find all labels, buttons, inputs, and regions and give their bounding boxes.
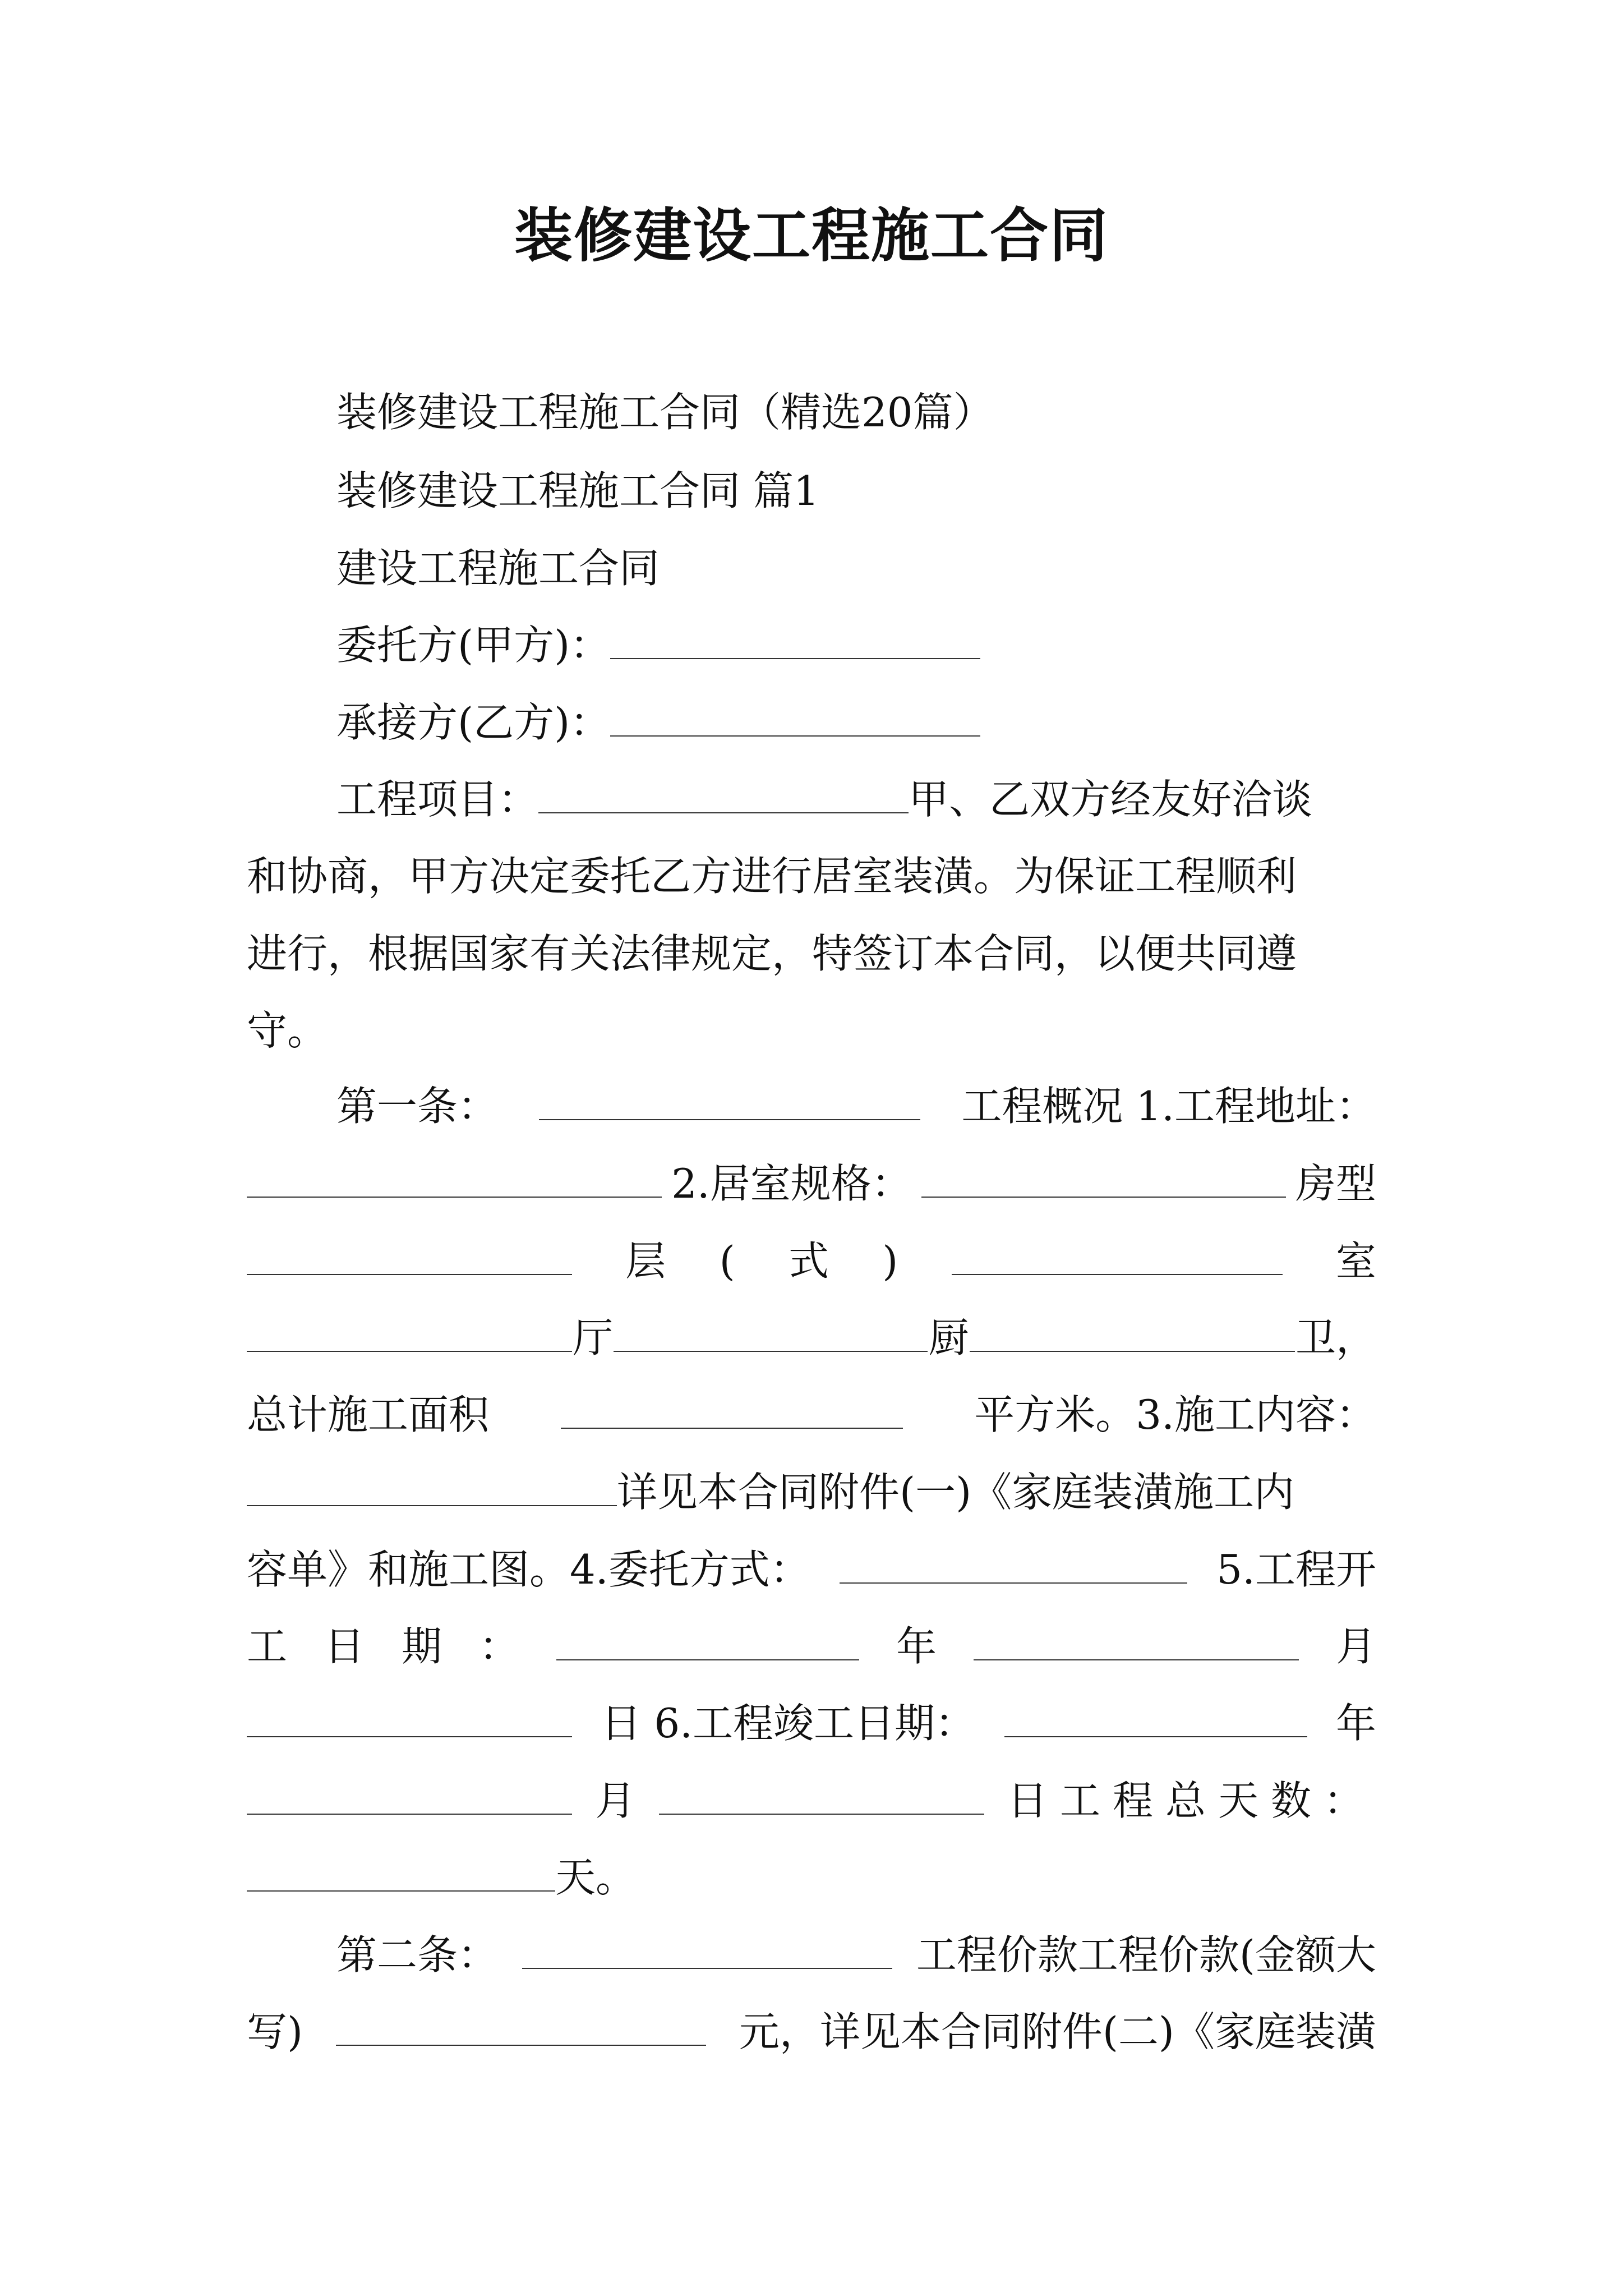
address-blank[interactable] [247,1157,662,1198]
text-line [336,1927,1376,1983]
text-line [247,1773,1376,1829]
text-segment: 平方米。3.施工内容： [974,1391,1376,1438]
text-segment: 月 [1335,1623,1376,1670]
floor-blank[interactable] [247,1235,572,1275]
text-segment: 元，详见本合同附件(二)《家庭装潢 [739,2008,1376,2055]
text-segment: 年 [896,1623,937,1670]
document-title: 装修建设工程施工合同 [514,201,1109,270]
text-segment: 第二条： [336,1931,499,1978]
party-b-label: 承接方(乙方)： [336,699,611,746]
kitchen-blank[interactable] [614,1312,928,1352]
text-segment: 日 [324,1623,365,1670]
text-line: 装修建设工程施工合同（精选20篇） [336,389,994,436]
text-line [247,1542,1376,1598]
text-line [247,1695,1376,1751]
spec-blank[interactable] [921,1157,1286,1198]
text-segment: 室 [1335,1237,1376,1285]
text-segment: 层 [625,1237,666,1285]
text-segment: 甲、乙双方经友好洽谈 [909,776,1313,823]
text-segment: 总计施工面积 [247,1391,490,1438]
article2-blank[interactable] [522,1929,892,1969]
text-segment: 卫， [1295,1314,1376,1361]
end-month-blank[interactable] [247,1774,572,1815]
project-blank[interactable] [538,773,909,813]
text-segment: ( [719,1237,735,1285]
text-segment: 详见本合同附件(一)《家庭装潢施工内 [617,1469,1295,1516]
start-month-blank[interactable] [974,1620,1299,1660]
party-a-label: 委托方(甲方)： [336,622,611,669]
hall-blank[interactable] [247,1312,572,1352]
room-blank[interactable] [952,1235,1283,1275]
text-segment: 日工程总天数： [1007,1777,1376,1824]
text-line [247,1618,1376,1674]
text-line: 装修建设工程施工合同 篇1 [336,467,819,514]
text-line [247,1387,1376,1443]
text-segment: ： [479,1623,520,1670]
party-a-line [336,617,1376,673]
text-line [247,2004,1376,2060]
party-b-blank[interactable] [610,696,980,737]
text-segment: 天。 [555,1854,637,1901]
text-line [247,1464,1376,1520]
party-b-line [336,694,1376,751]
start-day-blank[interactable] [247,1697,572,1737]
article1-blank[interactable] [539,1080,920,1120]
text-segment: 房型 [1295,1160,1376,1207]
text-line [247,1849,1376,1906]
text-segment: 月 [595,1777,636,1824]
text-segment: 日 6.工程竣工日期： [601,1700,976,1747]
start-year-blank[interactable] [556,1620,859,1660]
end-year-blank[interactable] [1004,1697,1307,1737]
text-line [247,1156,1376,1212]
commission-blank[interactable] [840,1543,1187,1584]
text-segment: 5.工程开 [1216,1546,1376,1593]
text-line [247,1310,1376,1366]
text-segment: 厨 [928,1314,969,1361]
project-label: 工程项目： [336,776,539,823]
text-segment: 工程概况 1.工程地址： [961,1083,1376,1130]
text-line: 进行，根据国家有关法律规定，特签订本合同，以便共同遵 [247,930,1297,977]
text-line [247,1233,1376,1289]
text-segment: 厅 [573,1314,614,1361]
end-day-blank[interactable] [659,1774,984,1815]
bath-blank[interactable] [970,1312,1295,1352]
text-line: 建设工程施工合同 [336,545,660,592]
text-segment: 工程价款工程价款(金额大 [916,1931,1376,1978]
text-segment: 第一条： [336,1083,499,1130]
price-blank[interactable] [336,2005,706,2046]
text-segment: 年 [1335,1700,1376,1747]
text-segment: 期 [402,1623,442,1670]
text-line [336,1078,1376,1134]
text-segment: ) [882,1237,898,1285]
text-segment: 2.居室规格： [671,1160,912,1207]
text-line: 守。 [247,1007,328,1054]
party-a-blank[interactable] [610,619,980,659]
total-days-blank[interactable] [247,1851,555,1892]
text-segment: 工 [247,1623,288,1670]
text-segment: 容单》和施工图。4.委托方式： [247,1546,810,1593]
content-blank[interactable] [247,1466,617,1506]
text-segment: 写) [247,2008,303,2055]
text-line: 和协商，甲方决定委托乙方进行居室装潢。为保证工程顺利 [247,853,1297,900]
area-blank[interactable] [561,1388,903,1429]
text-segment: 式 [788,1237,829,1285]
text-line [336,771,1376,827]
